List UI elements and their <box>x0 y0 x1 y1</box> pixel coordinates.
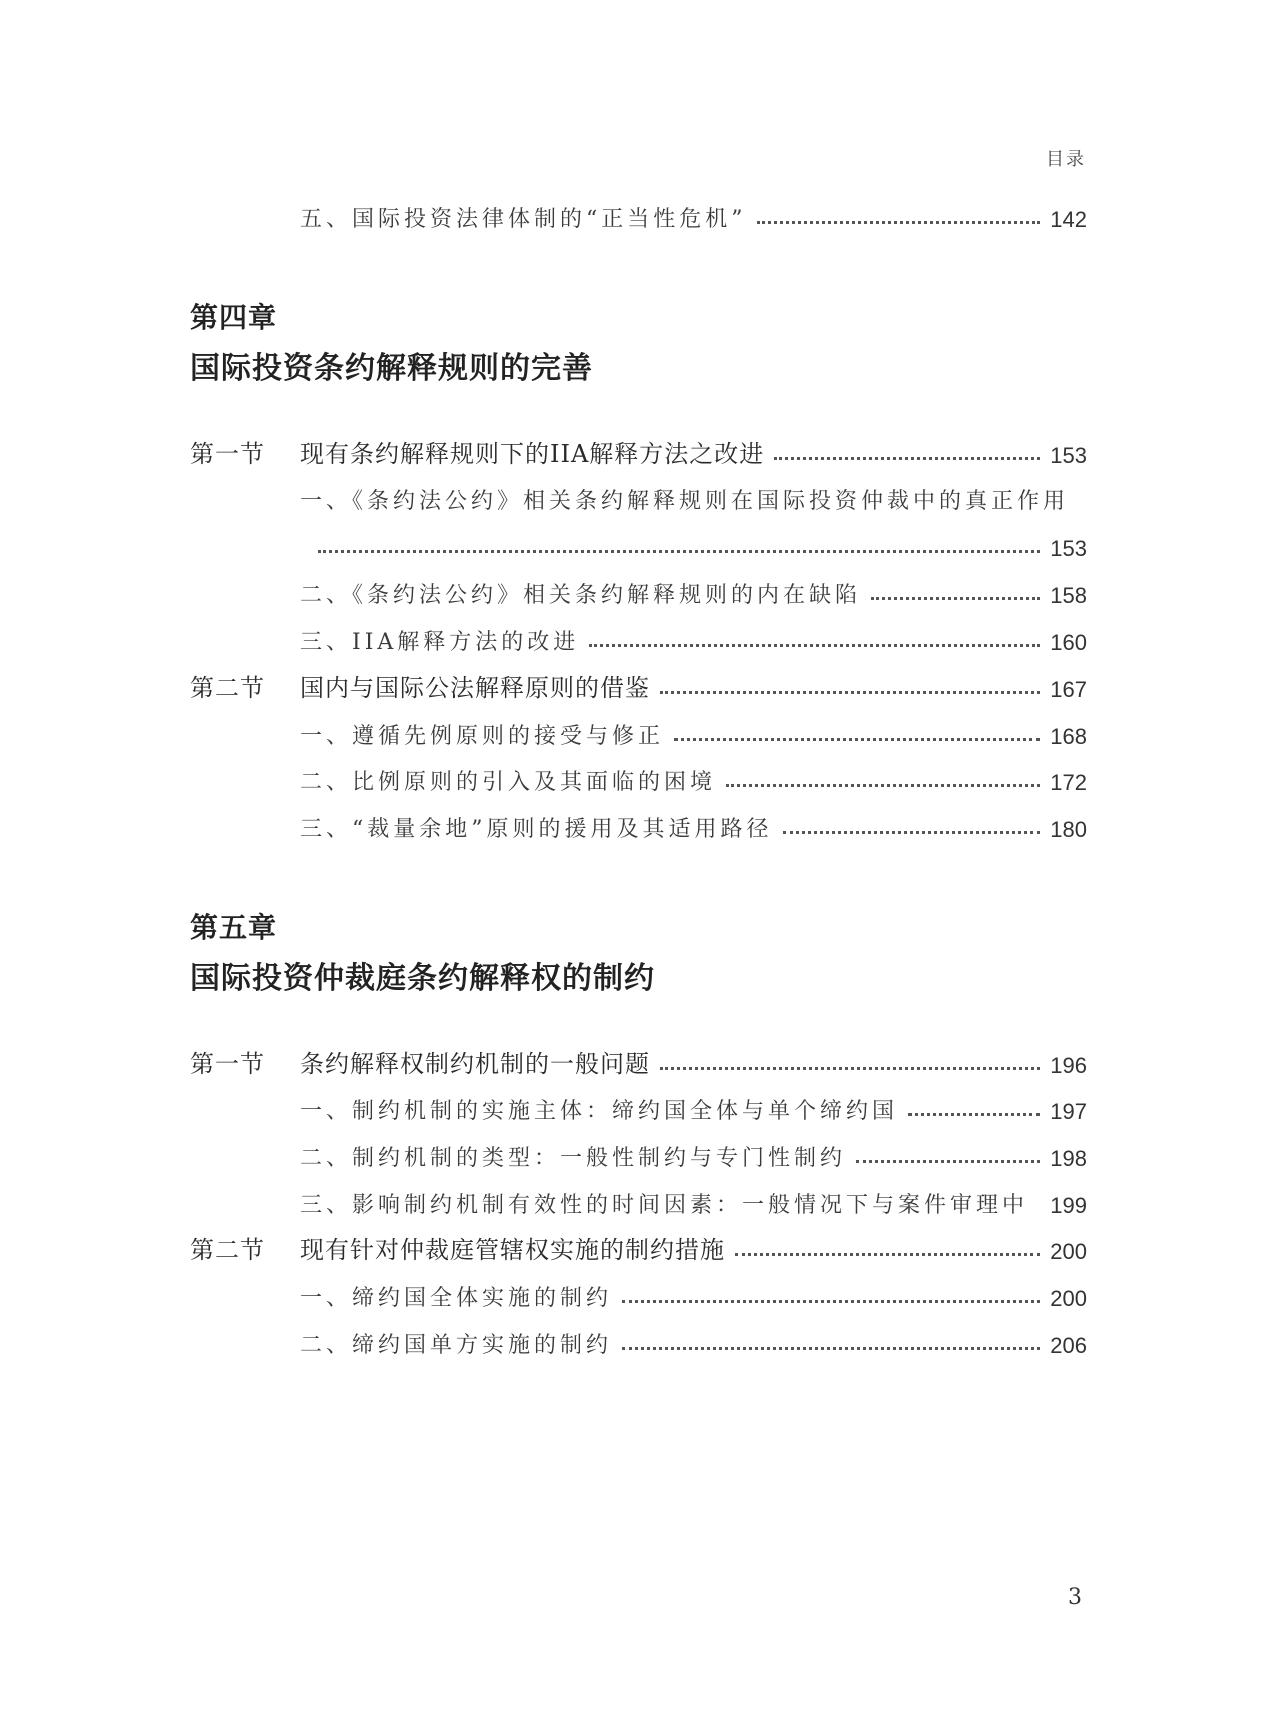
toc-entry-label: 三、影响制约机制有效性的时间因素：一般情况下与案件审理中 <box>300 1193 1029 1218</box>
toc-entry-label: 一、缔约国全体实施的制约 <box>300 1286 613 1311</box>
toc-entry[interactable] <box>190 622 1087 656</box>
section-number: 第二节 <box>190 674 265 702</box>
toc-entry-page: 160 <box>1050 630 1087 655</box>
toc-entry[interactable] <box>190 762 1087 796</box>
toc-entry-page: 142 <box>1050 207 1087 232</box>
toc-entry-page: 198 <box>1050 1146 1087 1171</box>
toc-entry-label: 二、缔约国单方实施的制约 <box>300 1333 613 1358</box>
toc-entry[interactable] <box>190 1278 1087 1312</box>
dot-leader <box>660 691 1040 694</box>
toc-section[interactable] <box>190 1231 1087 1265</box>
dot-leader <box>622 1347 1040 1350</box>
toc-entry[interactable] <box>190 575 1087 609</box>
dot-leader <box>674 738 1040 741</box>
toc-entry[interactable] <box>190 716 1087 750</box>
page-number: 3 <box>1068 1585 1082 1610</box>
toc-entry-label: 一、制约机制的实施主体：缔约国全体与单个缔约国 <box>300 1099 899 1124</box>
section-title: 国内与国际公法解释原则的借鉴 <box>300 674 650 702</box>
section-number: 第一节 <box>190 1050 265 1078</box>
dot-leader <box>783 831 1041 834</box>
section-title: 条约解释权制约机制的一般问题 <box>300 1050 650 1078</box>
dot-leader <box>726 784 1040 787</box>
toc-entry[interactable] <box>190 481 1087 515</box>
toc-entry-label: 五、国际投资法律体制的“正当性危机” <box>300 207 747 232</box>
toc-section[interactable] <box>190 1045 1087 1079</box>
dot-leader <box>774 457 1040 460</box>
section-number: 第一节 <box>190 440 265 468</box>
toc-entry-label: 一、遵循先例原则的接受与修正 <box>300 724 665 749</box>
toc-entry-label: 一、《条约法公约》相关条约解释规则在国际投资仲裁中的真正作用 <box>300 489 1070 514</box>
toc-section[interactable] <box>190 669 1087 703</box>
toc-entry-page: 197 <box>1050 1099 1087 1124</box>
dot-leader <box>856 1160 1040 1163</box>
chapter-title: 国际投资仲裁庭条约解释权的制约 <box>190 961 655 996</box>
chapter-number: 第五章 <box>190 911 278 944</box>
toc-entry-page: 200 <box>1050 1286 1087 1311</box>
toc-entry-label: 三、“裁量余地”原则的援用及其适用路径 <box>300 817 773 842</box>
toc-entry[interactable] <box>190 199 1087 233</box>
toc-entry[interactable] <box>190 809 1087 843</box>
toc-entry-page: 180 <box>1050 817 1087 842</box>
toc-entry-page: 172 <box>1050 770 1087 795</box>
toc-entry[interactable] <box>190 1325 1087 1359</box>
toc-section[interactable] <box>190 435 1087 469</box>
toc-entry[interactable] <box>190 1091 1087 1125</box>
toc-entry-label: 二、制约机制的类型：一般性制约与专门性制约 <box>300 1146 847 1171</box>
section-page: 200 <box>1050 1239 1087 1264</box>
toc-entry-page: 153 <box>1050 536 1087 561</box>
toc-entry-page: 199 <box>1050 1193 1087 1218</box>
dot-leader <box>908 1113 1040 1116</box>
toc-entry[interactable] <box>190 1185 1087 1219</box>
dot-leader <box>757 221 1041 224</box>
dot-leader <box>735 1253 1040 1256</box>
dot-leader <box>589 644 1040 647</box>
chapter-title: 国际投资条约解释规则的完善 <box>190 351 593 386</box>
toc-entry-continuation[interactable] <box>190 528 1087 562</box>
toc-entry-page: 206 <box>1050 1333 1087 1358</box>
dot-leader <box>622 1300 1040 1303</box>
toc-entry-label: 三、IIA解释方法的改进 <box>300 630 580 655</box>
toc-entry-label: 二、比例原则的引入及其面临的困境 <box>300 770 717 795</box>
toc-entry-page: 158 <box>1050 583 1087 608</box>
toc-entry-label: 二、《条约法公约》相关条约解释规则的内在缺陷 <box>300 583 862 608</box>
section-title: 现有针对仲裁庭管辖权实施的制约措施 <box>300 1236 725 1264</box>
toc-entry-page: 168 <box>1050 724 1087 749</box>
section-page: 167 <box>1050 677 1087 702</box>
toc-entry[interactable] <box>190 1138 1087 1172</box>
chapter-number: 第四章 <box>190 301 278 334</box>
dot-leader <box>660 1067 1040 1070</box>
section-title: 现有条约解释规则下的IIA解释方法之改进 <box>300 440 765 468</box>
section-number: 第二节 <box>190 1236 265 1264</box>
dot-leader <box>318 550 1040 553</box>
running-head: 目录 <box>1046 149 1086 170</box>
dot-leader <box>871 597 1040 600</box>
section-page: 153 <box>1050 443 1087 468</box>
section-page: 196 <box>1050 1053 1087 1078</box>
